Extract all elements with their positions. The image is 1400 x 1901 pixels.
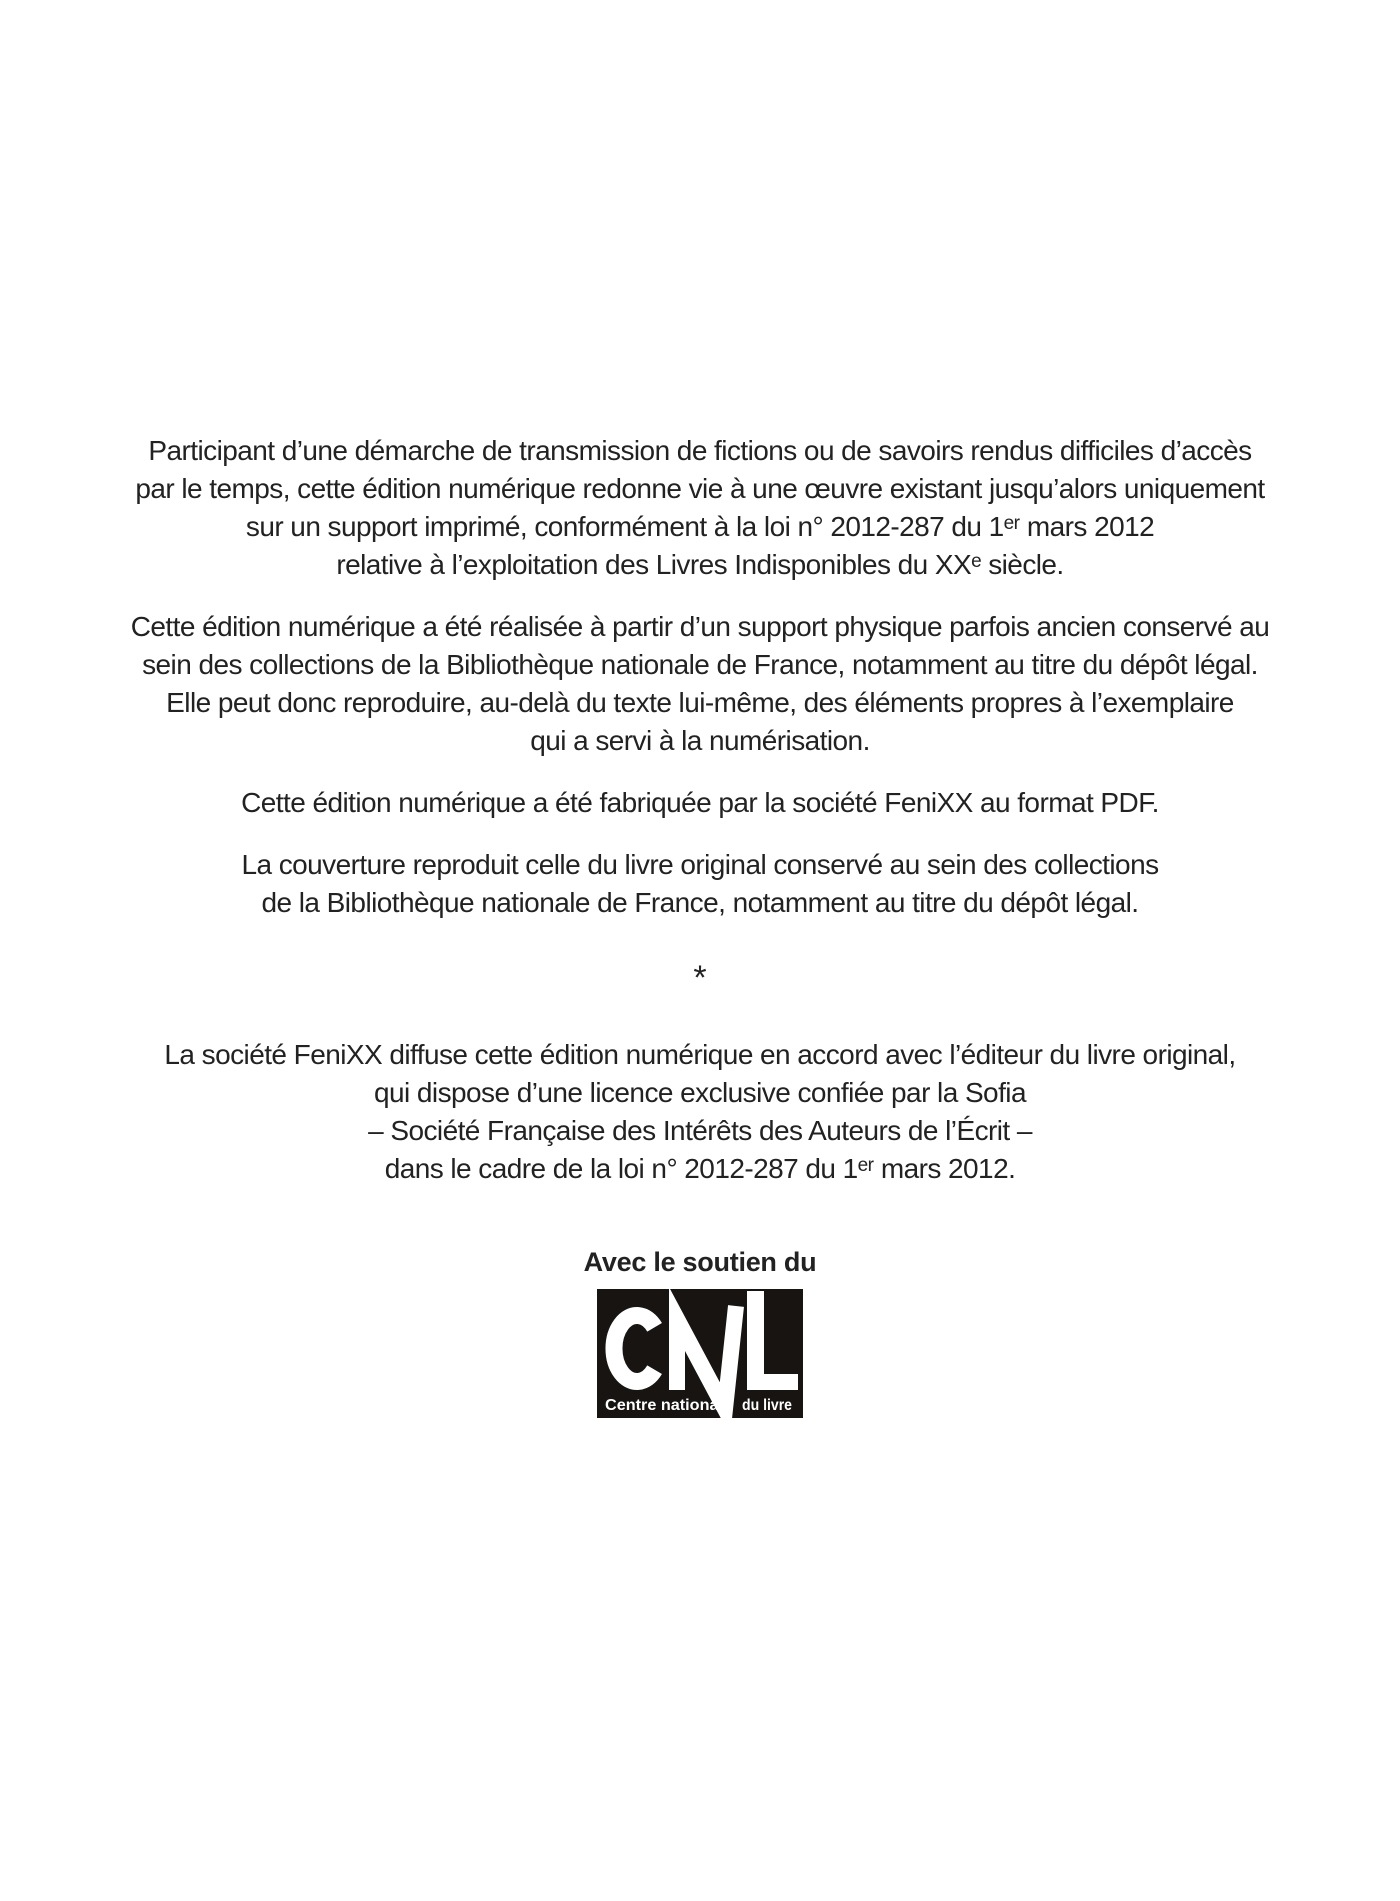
text-line: Cette édition numérique a été fabriquée par la société FeniXX au format PDF. (241, 787, 1159, 818)
text-line: qui dispose d’une licence exclusive confiée par la Sofia (374, 1077, 1026, 1108)
text-line: Participant d’une démarche de transmission de fictions ou de savoirs rendus difficiles d’accès (148, 435, 1252, 466)
text-line: sein des collections de la Bibliothèque nationale de France, notamment au titre du dépôt légal. (142, 649, 1258, 680)
text-line: sur un support imprimé, conformément à la loi n° 2012-287 du 1ᵉʳ mars 2012 (245, 511, 1155, 542)
paragraph-fenixx-pdf-notice (0, 784, 1400, 822)
text-line: Elle peut donc reproduire, au-delà du texte lui-même, des éléments propres à l’exemplaire (166, 687, 1234, 718)
paragraph-bnf-source-notice (0, 608, 1400, 760)
text-line: par le temps, cette édition numérique redonne vie à une œuvre existant jusqu’alors uniquement (135, 473, 1265, 504)
cnl-label-du-livre: du livre (742, 1397, 793, 1414)
cnl-support-block (0, 1243, 1400, 1418)
text-line: relative à l’exploitation des Livres Indisponibles du XXᵉ siècle. (336, 549, 1064, 580)
text-line: dans le cadre de la loi n° 2012-287 du 1ᵉʳ mars 2012. (384, 1153, 1016, 1184)
text-line: de la Bibliothèque nationale de France, notamment au titre du dépôt légal. (261, 887, 1139, 918)
text-line: – Société Française des Intérêts des Auteurs de l’Écrit – (368, 1115, 1032, 1146)
text-line: La société FeniXX diffuse cette édition numérique en accord avec l’éditeur du livre original, (164, 1039, 1236, 1070)
text-line: Cette édition numérique a été réalisée à partir d’un support physique parfois ancien conservé au (130, 611, 1270, 642)
text-line: qui a servi à la numérisation. (530, 725, 870, 756)
support-caption: Avec le soutien du (583, 1247, 817, 1277)
text-line: La couverture reproduit celle du livre original conservé au sein des collections (241, 849, 1159, 880)
paragraph-diffusion-notice (0, 1036, 1400, 1188)
cnl-logo (597, 1289, 803, 1418)
paragraph-transmission-notice (0, 432, 1400, 584)
separator-asterisk (0, 959, 1400, 997)
paragraph-cover-notice (0, 846, 1400, 922)
text-line: * (693, 959, 707, 997)
cnl-label-centre-national: Centre national (605, 1397, 723, 1414)
